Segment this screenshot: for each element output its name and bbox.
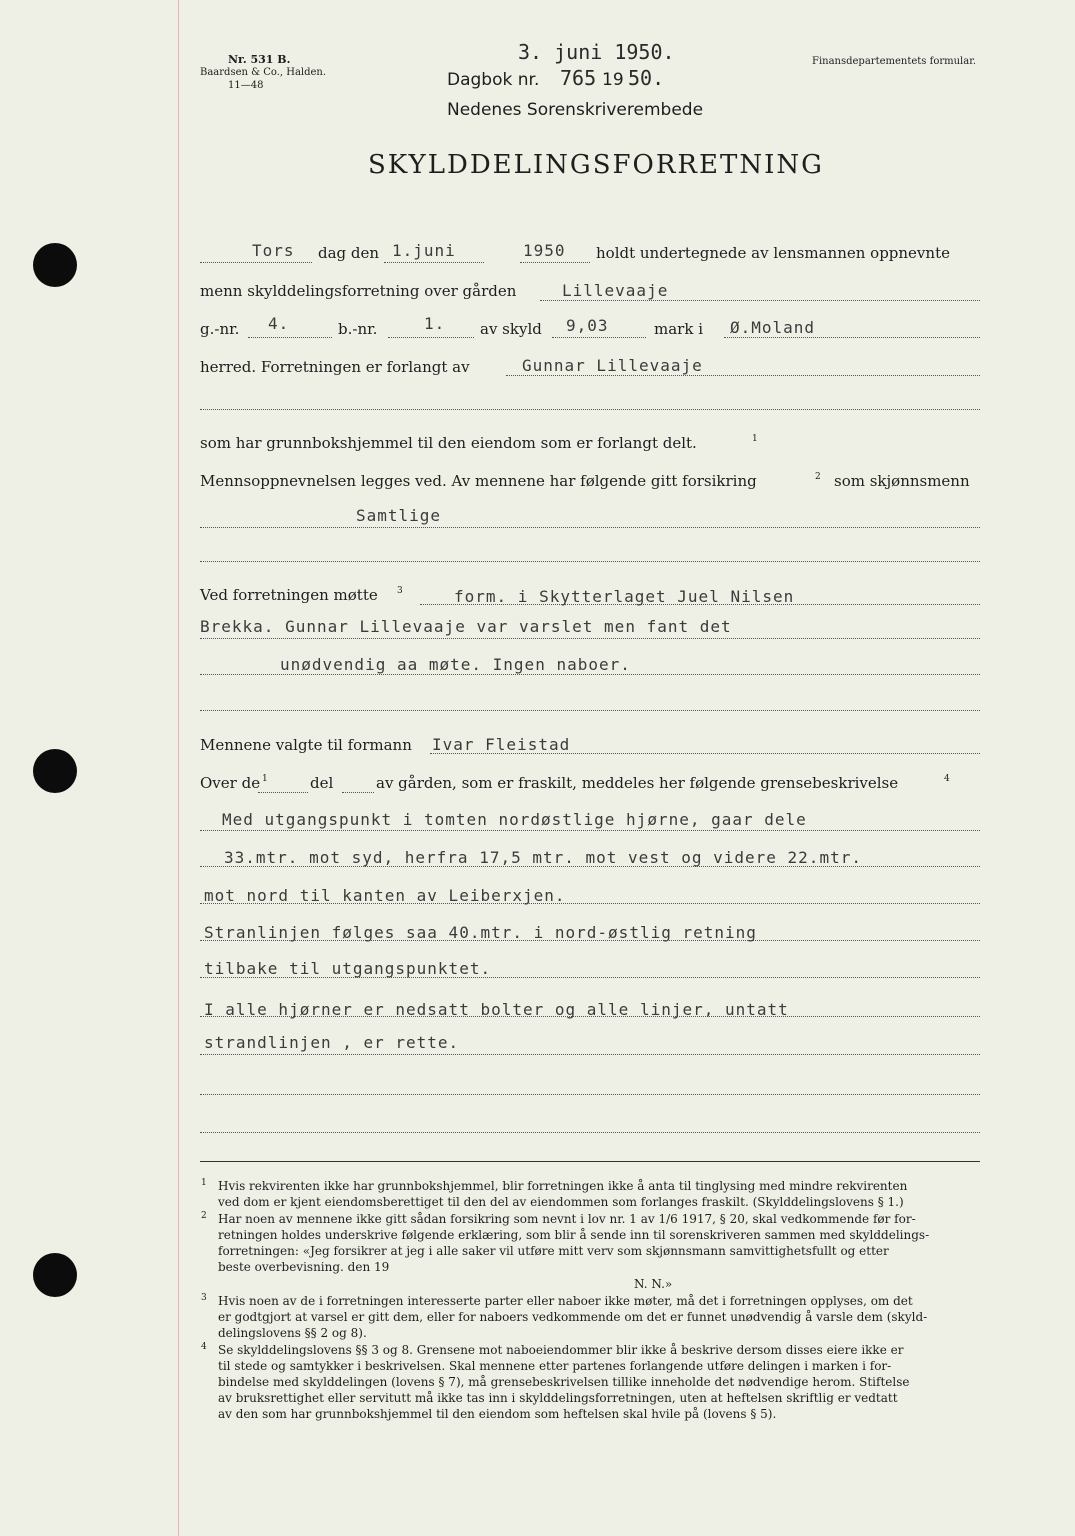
footnote-number: 1 bbox=[201, 1178, 207, 1188]
footnote-ref: 4 bbox=[944, 774, 950, 784]
boundary-line: strandlinjen , er rette. bbox=[204, 1033, 460, 1052]
footnote-line: til stede og samtykker i beskrivelsen. Skal mennene etter partenes forlangende utføre delingen i marken i for- bbox=[218, 1359, 892, 1373]
footnote-line: Har noen av mennene ikke gitt sådan forsikring som nevnt i lov nr. 1 av 1/6 1917, § 20, skal vedkommende før for- bbox=[218, 1212, 916, 1226]
over-text-a: Over de bbox=[200, 774, 261, 792]
footnote-line: Se skylddelingslovens §§ 3 og 8. Grensene mot naboeiendommer blir ikke å beskrive dersom disses eiere ikke er bbox=[218, 1343, 904, 1357]
skyld-value: 9,03 bbox=[566, 316, 609, 335]
form-number: Nr. 531 B. bbox=[228, 53, 291, 66]
attend-label: Ved forretningen møtte bbox=[200, 586, 378, 604]
line6-end: som skjønnsmenn bbox=[834, 472, 970, 490]
line5-text: som har grunnbokshjemmel til den eiendom som er forlangt delt. bbox=[200, 434, 697, 452]
line1-text: holdt undertegnede av lensmannen oppnevnte bbox=[596, 244, 950, 262]
footnote-line: delingslovens §§ 2 og 8). bbox=[218, 1326, 367, 1340]
punch-hole bbox=[33, 749, 77, 793]
printer-name: Baardsen & Co., Halden. bbox=[200, 67, 327, 78]
boundary-line: Med utgangspunkt i tomten nordøstlige hjørne, gaar dele bbox=[222, 810, 807, 829]
date-value: 1.juni bbox=[392, 241, 456, 260]
footnote-line: Hvis rekvirenten ikke har grunnbokshjemmel, blir forretningen ikke å anta til tinglysing med mindre rekvirenten bbox=[218, 1179, 908, 1193]
footnote-line: beste overbevisning. den 19 bbox=[218, 1260, 390, 1274]
requester-value: Gunnar Lillevaaje bbox=[522, 356, 703, 375]
year-value: 1950 bbox=[523, 241, 566, 260]
punch-hole bbox=[33, 1253, 77, 1297]
over-text-c: av gården, som er fraskilt, meddeles her følgende grensebeskrivelse bbox=[376, 774, 899, 792]
footnote-number: 4 bbox=[201, 1342, 207, 1352]
footnote-ref: 3 bbox=[397, 586, 403, 596]
boundary-line: Stranlinjen følges saa 40.mtr. i nord-østlig retning bbox=[204, 923, 757, 942]
footnote-line: er godtgjort at varsel er gitt dem, eller for naboers vedkommende om det er funnet unødvendig å varsle dem (skyld- bbox=[218, 1310, 928, 1324]
farm-value: Lillevaaje bbox=[562, 281, 669, 300]
bnr-value: 1. bbox=[424, 314, 446, 333]
gnr-value: 4. bbox=[268, 314, 290, 333]
over-text-b: del bbox=[310, 774, 334, 792]
skyld-label: av skyld bbox=[480, 320, 542, 338]
dagbok-number: 765 bbox=[560, 66, 597, 90]
line6-text: Mennsoppnevnelsen legges ved. Av mennene har følgende gitt forsikring bbox=[200, 472, 757, 490]
footnote-line: Hvis noen av de i forretningen interesserte parter eller naboer ikke møter, må det i forretningen opplyses, om det bbox=[218, 1294, 913, 1308]
gnr-label: g.-nr. bbox=[200, 320, 240, 338]
day-label: dag den bbox=[318, 244, 380, 262]
boundary-line: I alle hjørner er nedsatt bolter og alle linjer, untatt bbox=[204, 1000, 789, 1019]
boundary-line: 33.mtr. mot syd, herfra 17,5 mtr. mot vest og videre 22.mtr. bbox=[224, 848, 862, 867]
footnote-line: av den som har grunnbokshjemmel til den eiendom som heftelsen skal hvile på (lovens § 5). bbox=[218, 1407, 777, 1421]
print-date: 11—48 bbox=[228, 80, 264, 91]
page-title: SKYLDDELINGSFORRETNING bbox=[368, 150, 824, 180]
bnr-label: b.-nr. bbox=[338, 320, 378, 338]
footnote-line: forretningen: «Jeg forsikrer at jeg i alle saker vil utføre mitt verv som skjønnsmann samvittighetsfullt og etter bbox=[218, 1244, 889, 1258]
footnote-ref: 2 bbox=[815, 472, 821, 482]
line4-text: herred. Forretningen er forlangt av bbox=[200, 358, 470, 376]
attend-line: Brekka. Gunnar Lillevaaje var varslet men fant det bbox=[200, 617, 732, 636]
chair-value: Ivar Fleistad bbox=[432, 735, 571, 754]
footnote-ref: 1 bbox=[262, 774, 268, 784]
mark-label: mark i bbox=[654, 320, 703, 338]
footnote-line: av bruksrettighet eller servitutt må ikke tas inn i skylddelingsforretningen, uten at heftelsen skriftlig er vedtatt bbox=[218, 1391, 898, 1405]
dagbok-label: Dagbok nr. bbox=[447, 70, 540, 90]
ministry-form: Finansdepartementets formular. bbox=[812, 56, 977, 67]
dagbok-year: 50. bbox=[628, 66, 665, 90]
stamp-date: 3. juni 1950. bbox=[518, 40, 675, 64]
margin-line bbox=[178, 0, 179, 1536]
footnote-line: N. N.» bbox=[634, 1277, 673, 1291]
footnote-ref: 1 bbox=[752, 434, 758, 444]
boundary-line: mot nord til kanten av Leiberxjen. bbox=[204, 886, 566, 905]
punch-hole bbox=[33, 243, 77, 287]
footnote-line: bindelse med skylddelingen (lovens § 7), må grensebeskrivelsen tillike inneholde det nødvendige herom. Stiftelse bbox=[218, 1375, 910, 1389]
line2-text: menn skylddelingsforretning over gården bbox=[200, 282, 517, 300]
men-value: Samtlige bbox=[356, 506, 442, 525]
footnote-line: retningen holdes underskrive følgende erklæring, som blir å sende inn til sorenskriveren sammen med skylddelings- bbox=[218, 1228, 930, 1242]
attend-line: form. i Skytterlaget Juel Nilsen bbox=[454, 587, 795, 606]
herred-value: Ø.Moland bbox=[730, 318, 816, 337]
footnote-number: 2 bbox=[201, 1211, 207, 1221]
boundary-line: tilbake til utgangspunktet. bbox=[204, 959, 492, 978]
footnote-number: 3 bbox=[201, 1293, 207, 1303]
footnote-line: ved dom er kjent eiendomsberettiget til den del av eiendommen som forlanges fraskilt. (Skylddelingslovens § 1.) bbox=[218, 1195, 904, 1209]
day-value: Tors bbox=[252, 241, 295, 260]
office-name: Nedenes Sorenskriverembede bbox=[447, 100, 704, 120]
dagbok-year-prefix: 19 bbox=[602, 70, 624, 90]
attend-line: unødvendig aa møte. Ingen naboer. bbox=[280, 655, 631, 674]
chair-label: Mennene valgte til formann bbox=[200, 736, 412, 754]
